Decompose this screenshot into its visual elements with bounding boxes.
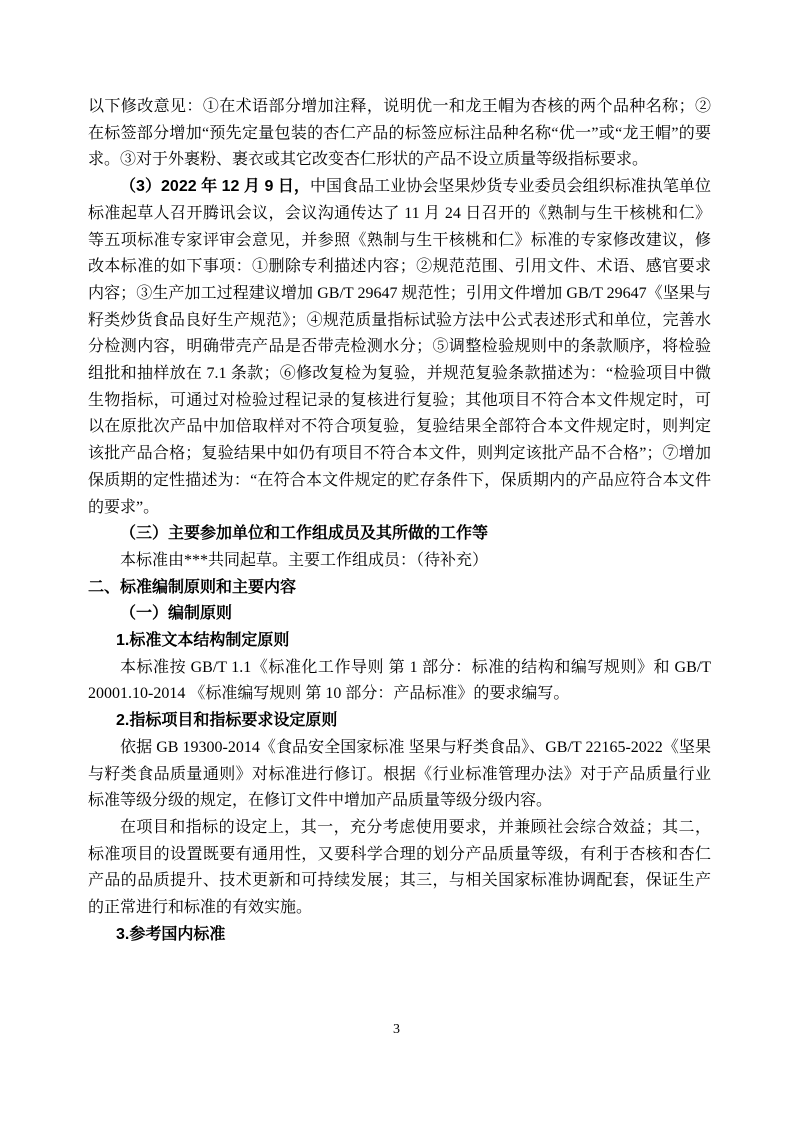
section-heading (88, 601, 711, 628)
section-heading (88, 521, 711, 548)
paragraph (88, 735, 711, 815)
text-run: 1.标准文本结构制定原则 (116, 632, 290, 650)
document-body (88, 94, 711, 949)
text-run: 中国食品工业协会坚果炒货专业委员会组织标准执笔单位标准起草人召开腾讯会议，会议沟通传达了 11 月 24 日召开的《熟制与生干核桃和仁》等五项标准专家评审会意见，并参照《熟制与生干核桃和仁》标准的专家修改建议，修改本标准的如下事项：①删除专利描述内容；②规范范围、引用文件、术语、感官要求内容；③生产加工过程建议增加 GB/T 29647 规范性；引用文件增加 GB/T 29647《坚果与籽类炒货食品良好生产规范》；④规范质量指标试验方法中公式表述形式和单位，完善水分检测内容，明确带壳产品是否带壳检测水分；⑤调整检验规则中的条款顺序，将检验组批和抽样放在 7.1 条款；⑥修改复检为复验，并规范复验条款描述为：“检验项目中微生物指标，可通过对检验过程记录的复核进行复验；其他项目不符合本文件规定时，可以在原批次产品中加倍取样对不符合项复验，复验结果全部符合本文件规定时，则判定该批产品合格；复验结果中如仍有项目不符合本文件，则判定该批产品不合格”；⑦增加保质期的定性描述为：“在符合本文件规定的贮存条件下，保质期内的产品应符合本文件的要求”。 (88, 178, 711, 516)
paragraph (88, 94, 711, 174)
section-heading (88, 575, 711, 602)
page-number: 3 (393, 1022, 400, 1037)
paragraph (88, 655, 711, 708)
section-heading (88, 628, 711, 655)
text-run: 本标准由***共同起草。主要工作组成员：（待补充） (120, 551, 489, 569)
paragraph (88, 548, 711, 575)
text-run: 3.参考国内标准 (116, 925, 226, 943)
bold-text-run: （3）2022 年 12 月 9 日， (120, 178, 310, 196)
text-run: 依据 GB 19300-2014《食品安全国家标准 坚果与籽类食品》、GB/T 22165-2022《坚果与籽类食品质量通则》对标准进行修订。根据《行业标准管理办法》对于产品质量行业标准等级分级的规定，在修订文件中增加产品质量等级分级内容。 (88, 738, 711, 810)
text-run: 本标准按 GB/T 1.1《标准化工作导则 第 1 部分：标准的结构和编写规则》和 GB/T 20001.10-2014 《标准编写规则 第 10 部分：产品标准》的要求编写。 (88, 658, 711, 703)
text-run: 以下修改意见：①在术语部分增加注释，说明优一和龙王帽为杏核的两个品种名称；②在标签部分增加“预先定量包装的杏仁产品的标签应标注品种名称“优一”或“龙王帽”的要求。③对于外裹粉、裹衣或其它改变杏仁形状的产品不设立质量等级指标要求。 (88, 98, 711, 169)
text-run: 在项目和指标的设定上，其一，充分考虑使用要求，并兼顾社会综合效益；其二，标准项目的设置既要有通用性，又要科学合理的划分产品质量等级，有利于杏核和杏仁产品的品质提升、技术更新和可持续发展；其三，与相关国家标准协调配套，保证生产的正常进行和标准的有效实施。 (88, 818, 711, 917)
paragraph (88, 815, 711, 922)
text-run: 2.指标项目和指标要求设定原则 (116, 712, 338, 730)
section-heading (88, 922, 711, 949)
text-run: （一）编制原则 (120, 605, 233, 623)
paragraph (88, 174, 711, 521)
text-run: 二、标准编制原则和主要内容 (88, 578, 297, 596)
section-heading (88, 708, 711, 735)
text-run: （三）主要参加单位和工作组成员及其所做的工作等 (120, 525, 489, 543)
